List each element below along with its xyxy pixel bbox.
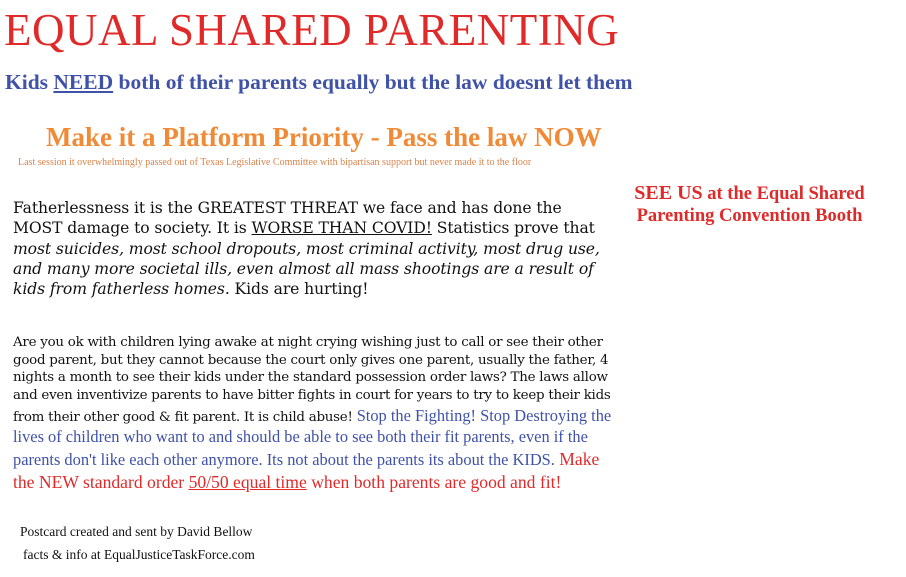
postcard-credit: Postcard created and sent by David Bellow	[20, 524, 253, 539]
para2-blue: Stop the Fighting! Stop Destroying the lives of children who want to and should be able to see both their fit parents, even if the parents don't like each other anymore. Its not about the parents its about the KIDS.	[13, 405, 612, 470]
para2-red-underlined: 50/50 equal time	[188, 472, 307, 493]
subtitle	[5, 70, 633, 95]
para2-red-post: when both parents are good and fit!	[306, 472, 562, 493]
facts-info-line: facts & info at EqualJusticeTaskForce.com	[23, 547, 255, 562]
see-us-rest: at the Equal Shared Parenting Convention Booth	[636, 184, 865, 227]
para1-italic: most suicides, most school dropouts, most criminal activity, most drug use, and many more societal ills, even almost all mass shootings are a result of kids from fatherless homes.	[13, 239, 600, 299]
page-title: EQUAL SHARED PARENTING	[4, 5, 620, 55]
para2-red-pre: Make the NEW standard order	[13, 449, 600, 493]
para1-part1: Fatherlessness it is the GREATEST THREAT we face and has done the MOST damage to society. It is	[13, 199, 562, 238]
priority-headline: Make it a Platform Priority - Pass the law NOW	[46, 122, 602, 152]
para2-black: Are you ok with children lying awake at night crying wishing just to call or see their other good parent, but they cannot because the court only gives one parent, usually the father, 4 nights a month to see their kids under the standard possession order laws? The laws allow and even inventivize parents to have bitter fights in court for years to try to keep their kids from their other good & fit parent. It is child abuse!	[13, 335, 611, 425]
subtitle-post: both of their parents equally but the law doesnt let them	[113, 70, 633, 94]
see-us-callout	[612, 181, 887, 227]
subtitle-need: NEED	[53, 70, 114, 94]
para1-part3: Kids are hurting!	[229, 280, 369, 299]
subtitle-pre: Kids	[5, 70, 54, 94]
session-note: Last session it overwhelmingly passed out of Texas Legislative Committee with bipartisan support but never made it to the floor	[18, 157, 532, 168]
para1-part2: Statistics prove that	[431, 219, 595, 238]
children-paragraph	[13, 334, 613, 495]
para1-underlined: WORSE THAN COVID!	[251, 219, 432, 238]
fatherlessness-paragraph	[13, 198, 615, 299]
see-us-lead: SEE US	[634, 182, 703, 204]
